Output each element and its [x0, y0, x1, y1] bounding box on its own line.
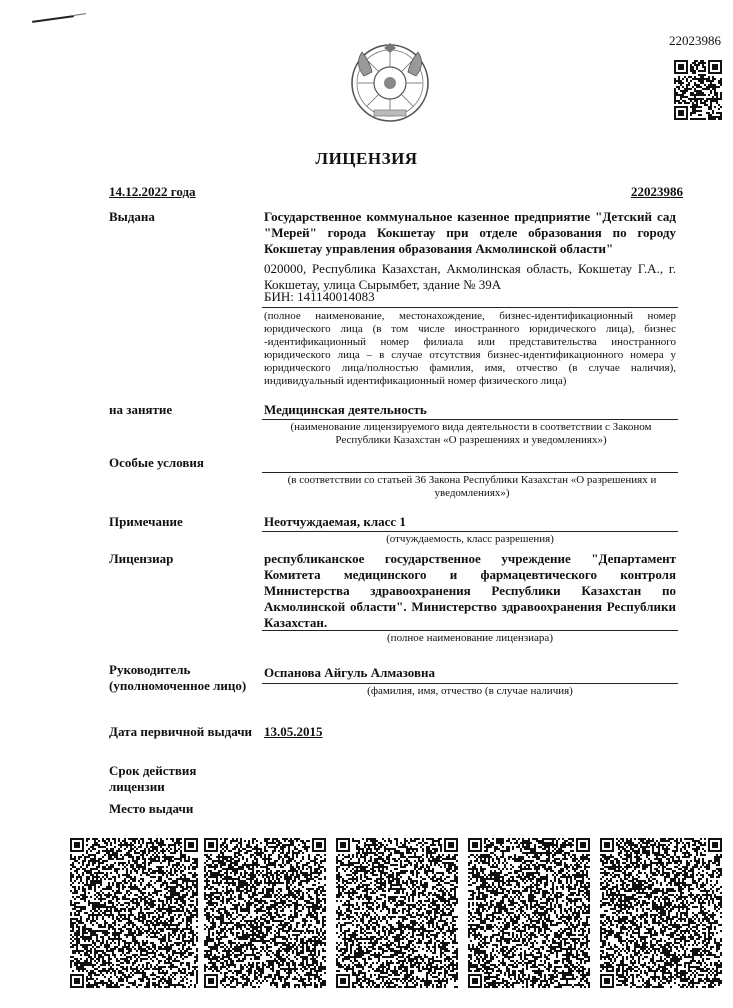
issued-to-label: Выдана — [109, 209, 155, 224]
qr-code-icon — [204, 838, 326, 988]
validity-label-line1: Срок действия — [109, 763, 197, 778]
first-issue-date: 13.05.2015 — [264, 724, 323, 739]
remark-value: Неотчуждаемая, класс 1 — [264, 514, 406, 529]
issued-to-bin: БИН: 141140014083 — [264, 289, 375, 304]
activity-note: (наименование лицензируемого вида деятельности в соответствии с Законом Республики Казахстан «О разрешениях и уведомлениях») — [290, 421, 652, 446]
validity-label — [109, 763, 196, 795]
special-conditions-label: Особые условия — [109, 455, 204, 470]
issue-date: 14.12.2022 года — [109, 184, 196, 199]
qr-code-icon — [70, 838, 198, 988]
issued-to-note: (полное наименование, местонахождение, бизнес-идентификационный номер юридического лица (в том числе иностранного юридического лица), бизнес -идентификационный номер филиала или представительства иностранного юридического лица – в случае отсутствия бизнес-идентификационного номера у юридического лица/полностью фамилия, имя, отчество (в случае наличия), индивидуальный идентификационный номер физического лица) — [264, 310, 676, 387]
first-issue-label: Дата первичной выдачи — [109, 724, 253, 739]
divider — [262, 307, 678, 308]
head-label-line2: (уполномоченное лицо) — [109, 678, 247, 693]
divider — [262, 683, 678, 684]
divider — [262, 531, 678, 532]
divider — [262, 630, 678, 631]
special-conditions-note: (в соответствии со статьей 36 Закона Республики Казахстан «О разрешениях и уведомлениях») — [287, 474, 657, 499]
divider — [262, 472, 678, 473]
head-note: (фамилия, имя, отчество (в случае наличия) — [367, 685, 573, 697]
qr-code-icon — [336, 838, 458, 988]
kazakhstan-state-emblem-icon — [350, 42, 430, 124]
issued-to-address: 020000, Республика Казахстан, Акмолинская область, Кокшетау Г.А., г. Кокшетау, улица Сырымбет, здание № 39А — [264, 261, 676, 292]
place-label: Место выдачи — [109, 801, 194, 816]
issued-to-name: Государственное коммунальное казенное предприятие "Детский сад "Мерей" города Кокшетау при отделе образования по городу Кокшетау управления образования Акмолинской области" — [264, 209, 676, 256]
qr-code-icon — [600, 838, 722, 988]
licensor-note: (полное наименование лицензиара) — [387, 632, 553, 644]
licensor-value: республиканское государственное учреждение "Департамент Комитета медицинского и фармацевтического контроля Министерства здравоохранения Республики Казахстан по Акмолинской области". Министерство здравоохранения Республики Казахстан. — [264, 551, 676, 630]
top-document-number: 22023986 — [669, 33, 721, 48]
head-label — [109, 662, 246, 694]
activity-value: Медицинская деятельность — [264, 402, 427, 417]
licensor-label: Лицензиар — [109, 551, 174, 566]
license-number: 22023986 — [631, 184, 683, 199]
remark-label: Примечание — [109, 514, 183, 529]
page-title: ЛИЦЕНЗИЯ — [315, 149, 418, 168]
validity-label-line2: лицензии — [109, 779, 165, 794]
qr-code-icon — [674, 60, 722, 120]
head-value: Оспанова Айгуль Алмазовна — [264, 665, 435, 680]
remark-note: (отчуждаемость, класс разрешения) — [386, 533, 554, 545]
activity-label: на занятие — [109, 402, 173, 417]
divider — [262, 419, 678, 420]
qr-code-icon — [468, 838, 590, 988]
pen-mark — [32, 15, 74, 23]
pen-mark-tail — [74, 13, 86, 16]
head-label-line1: Руководитель — [109, 662, 191, 677]
